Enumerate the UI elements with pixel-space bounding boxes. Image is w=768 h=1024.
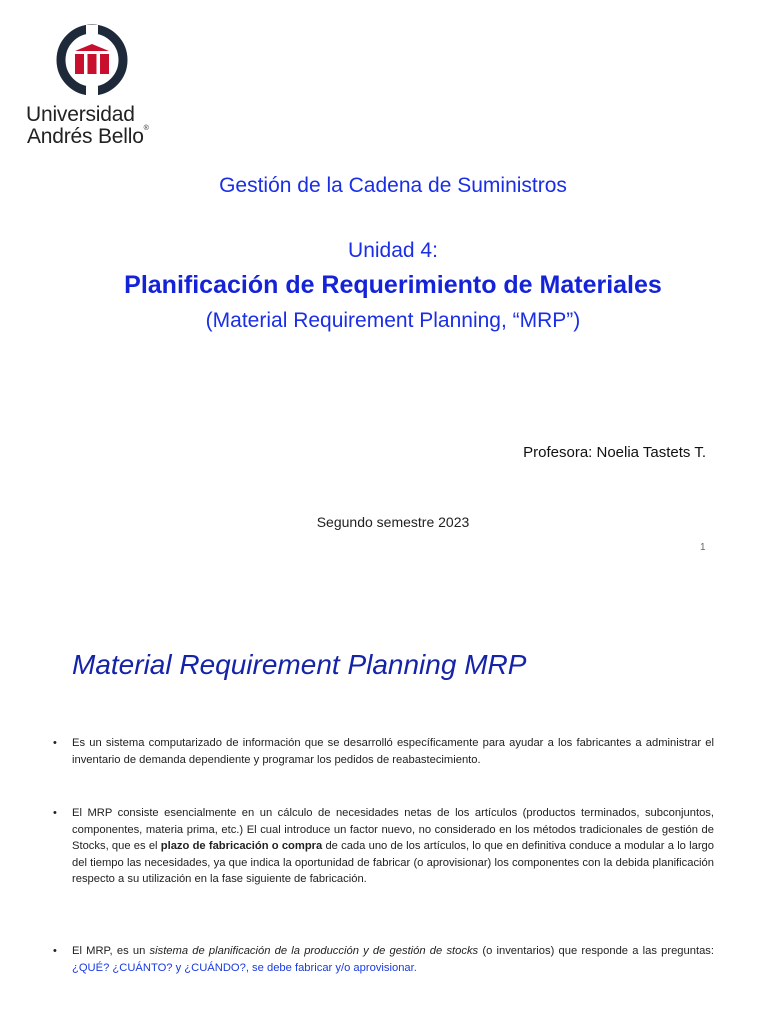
bullet-italic-text: sistema de planificación de la producción y de gestión de stocks: [149, 945, 479, 957]
slide-title: Material Requirement Planning MRP: [72, 649, 527, 680]
bullet-text: de cada uno de los artículos, lo que en definitiva conduce a modular a lo largo del tiempo las necesidades, ya que indica la oportunidad de fabricar (o aprovisionar) los componentes con la debida planificación respecto a su utilización en la fase siguiente de fabricación.: [72, 840, 714, 885]
unit-label: Unidad 4:: [348, 239, 438, 262]
logo-text-line2: [27, 125, 149, 149]
key-questions: ¿QUÉ? ¿CUÁNTO? y ¿CUÁNDO?, se debe fabricar y/o aprovisionar.: [72, 961, 417, 974]
presentation-title: Planificación de Requerimiento de Materiales: [124, 271, 662, 299]
bullet-item: [72, 943, 714, 976]
bullet-bold-text: plazo de fabricación o compra: [160, 840, 323, 852]
bullet-text: El MRP consiste esencialmente en un cálculo de necesidades netas de los artículos (productos terminados, subconjuntos, componentes, materia prima, etc.) El cual introduce un factor nuevo, no considerado en los métodos tradicionales de gestión de Stocks, que es el: [72, 807, 714, 852]
presentation-subtitle: (Material Requirement Planning, “MRP”): [205, 309, 581, 332]
logo-text-line2-label: Andrés Bello: [27, 125, 144, 148]
bullet-item: [72, 805, 714, 888]
registered-mark: ®: [143, 125, 149, 132]
logo-text-line1: Universidad: [26, 103, 135, 126]
slide-2: [0, 580, 768, 1024]
course-name: Gestión de la Cadena de Suministros: [219, 174, 567, 197]
page-number: 1: [700, 542, 706, 553]
professor-name: Profesora: Noelia Tastets T.: [523, 444, 706, 461]
bullet-item: • Es un sistema computarizado de información que se desarrolló específicamente para ayudar a los fabricantes a administrar el inventario de demanda dependiente y programar los pedidos de reabastecimiento.: [72, 735, 714, 768]
bullet-text: (o inventarios) que responde a las preguntas:: [478, 945, 714, 957]
bullet-text: El MRP, es un: [72, 945, 150, 957]
university-seal-icon: [56, 24, 128, 96]
semester-label: Segundo semestre 2023: [316, 514, 470, 530]
